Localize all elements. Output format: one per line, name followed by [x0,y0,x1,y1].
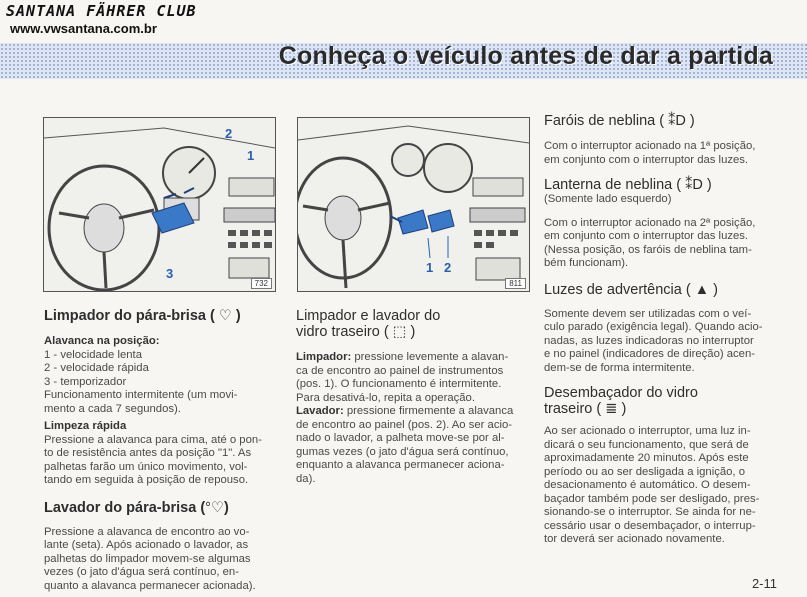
hazard-triangle-icon: ▲ [694,281,710,298]
rear-washer-line: Lavador: pressione firmemente a alavanca [296,405,514,417]
fog-light-line: Com o interruptor acionado na 1ª posição, [544,140,756,152]
washer-line: lante (seta). Após acionado o lavador, as [44,539,249,551]
rear-washer-line: da). [296,472,316,485]
figure-number: 732 [251,278,272,289]
defroster-line: desacionamento é automático. O desem- [544,479,751,491]
figure-rear-wiper [297,117,530,292]
heading-rear-fog-light: Lanterna de neblina ( ⁑D ) [544,177,712,193]
quick-line: palhetas farão um único movimento, vol- [44,460,248,473]
defroster-line: cessário usar o desembaçador, o interrup- [544,519,756,532]
position-line: 2 - velocidade rápida [44,362,149,374]
hazard-line: dem-se de forma intermitente. [544,361,695,374]
defroster-line: sionando-se o interruptor. Se ainda for ne- [544,506,756,518]
washer-line: vezes (o jato d'água será contínuo, en- [44,566,239,578]
rear-washer-line: gumas vezes (o jato d'água será contínuo, [296,445,509,458]
callout-3: 3 [166,266,174,281]
rear-fog-subtitle: (Somente lado esquerdo) [544,193,672,205]
rear-wiper-icon: ⬚ [392,324,407,340]
heading-hazard-lights: Luzes de advertência ( ▲ ) [544,281,718,298]
heading-rear-defroster-2: traseiro ( ≣ ) [544,401,627,417]
defroster-line: Ao ser acionado o interruptor, uma luz in- [544,425,751,437]
dashboard-illustration [44,118,275,291]
page-number: 2-11 [751,576,777,591]
rear-washer-line: de encontro ao painel (pos. 2). Ao ser acio- [296,418,513,431]
rear-fog-line: bém funcionam). [544,257,629,269]
position-line: mento a cada 7 segundos). [44,402,181,415]
wiper-icon: ♡ [218,308,232,324]
hazard-line: culo parado (exigência legal). Quando acio- [544,321,763,333]
defroster-line: dicará o seu funcionamento, que será de [544,438,749,451]
heading-rear-wiper-2: vidro traseiro ( ⬚ ) [296,324,416,340]
heading-rear-wiper: Limpador e lavador do [296,308,441,324]
hazard-line: Somente devem ser utilizadas com o veí- [544,307,752,320]
rear-wiper-line: Para desativá-lo, repita a operação. [296,391,475,404]
washer-line: palhetas do limpador movem-se algumas [44,552,251,565]
rear-fog-line: (Nessa posição, os faróis de neblina tam- [544,243,752,256]
quick-line: Pressione a alavanca para cima, até o pon- [44,433,262,446]
quick-line: to de resistência antes da posição "1". As [44,447,252,459]
rear-washer-line: enquanto a alavanca permanecer aciona- [296,459,505,471]
rear-wiper-line: (pos. 1). O funcionamento é intermitente. [296,378,502,390]
figure-windshield-wiper [43,117,276,292]
defroster-line: baçador também pode ser desligado, pres- [544,492,760,505]
column-3 [544,113,780,547]
hazard-line: e no painel (indicadores de direção) acen- [544,348,756,360]
washer-line: Pressione a alavanca de encontro ao vo- [44,525,250,538]
rear-fog-line: Com o interruptor acionado na 2ª posição, [544,216,756,229]
rear-wiper-line: Limpador: pressione levemente a alavan- [296,351,509,363]
position-line: 1 - velocidade lenta [44,348,142,361]
callout-2: 2 [444,260,452,275]
heading-windshield-wiper: Limpador do pára-brisa ( ♡ ) [44,308,241,324]
column-1 [44,308,280,593]
fog-light-line: em conjunto com o interruptor das luzes. [544,153,749,166]
washer-line: quanto a alavanca permanecer acionada). [44,579,256,592]
page-title: Conheça o veículo antes de dar a partida [278,42,773,70]
defroster-line: tor deverá ser acionado novamente. [544,533,725,545]
rear-fog-line: em conjunto com o interruptor das luzes. [544,230,749,242]
heading-windshield-washer: Lavador do pára-brisa (°♡) [44,499,229,516]
rear-fog-icon: ⁑D [685,177,703,193]
dashboard-illustration-2 [298,118,529,291]
callout-1: 1 [426,260,434,275]
quick-clean-title: Limpeza rápida [44,420,127,432]
washer-icon: °♡ [205,499,224,516]
figure-number: 811 [505,278,526,289]
hazard-line: nadas, as luzes indicadoras no interruptor [544,334,754,347]
defroster-line: período ou ao ser desligada a ignição, o [544,465,745,478]
position-line: Funcionamento intermitente (um movi- [44,389,238,401]
fog-light-icon: ⁑D [668,113,686,129]
column-2 [296,308,528,486]
quick-line: tando em seguida à posição de repouso. [44,474,249,486]
club-name: SANTANA FÄHRER CLUB [6,2,197,20]
site-url: www.vwsantana.com.br [10,21,157,36]
callout-1: 1 [247,148,255,163]
position-line: 3 - temporizador [44,375,127,388]
heading-fog-lights: Faróis de neblina ( ⁑D ) [544,113,695,129]
rear-washer-line: nado o lavador, a palheta move-se por al- [296,432,505,444]
position-title: Alavanca na posição: [44,335,160,347]
rear-wiper-line: ca de encontro ao painel de instrumentos [296,364,504,377]
heading-rear-defroster: Desembaçador do vidro [544,385,698,401]
defroster-icon: ≣ [605,401,618,417]
callout-2: 2 [225,126,233,141]
defroster-line: aproximadamente 20 minutos. Após este [544,452,749,464]
